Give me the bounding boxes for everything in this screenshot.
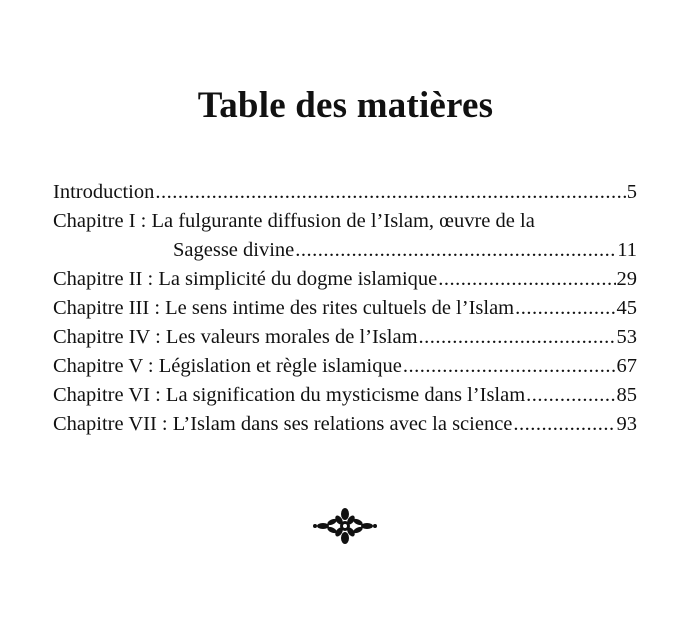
dot-leader [403, 352, 616, 381]
table-of-contents [53, 178, 637, 439]
toc-entry-chapter-4 [53, 323, 637, 352]
dot-leader [295, 236, 616, 265]
toc-entry-chapter-6 [53, 381, 637, 410]
page-title: Table des matières [197, 85, 494, 126]
toc-entry-chapter-3 [53, 294, 637, 323]
toc-entry-title: Chapitre III : Le sens intime des rites cultuels de l’Islam [53, 297, 515, 319]
toc-entry-chapter-5 [53, 352, 637, 381]
dot-leader [515, 294, 615, 323]
toc-entry-page: 85 [616, 384, 637, 406]
toc-entry-title: Chapitre VI : La signification du mysticisme dans l’Islam [53, 384, 526, 406]
toc-entry-chapter-2 [53, 265, 637, 294]
toc-entry-title: Chapitre IV : Les valeurs morales de l’Islam [53, 326, 418, 348]
toc-entry-title: Chapitre V : Législation et règle islamique [53, 355, 402, 377]
toc-entry-title: Sagesse divine [173, 239, 295, 261]
toc-entry-page: 93 [616, 413, 637, 435]
toc-entry-chapter-1 [53, 236, 637, 265]
dot-leader [526, 381, 615, 410]
toc-entry-introduction [53, 178, 637, 207]
toc-entry-title: Chapitre II : La simplicité du dogme islamique [53, 268, 438, 290]
toc-entry-title: Chapitre VII : L’Islam dans ses relations avec la science [53, 413, 513, 435]
floral-ornament-icon [310, 506, 380, 546]
toc-entry-title: Introduction [53, 181, 155, 203]
toc-entry-page: 5 [626, 181, 637, 203]
toc-entry-page: 11 [617, 239, 637, 261]
toc-entry-page: 45 [616, 297, 637, 319]
dot-leader [438, 265, 615, 294]
toc-entry-page: 53 [616, 326, 637, 348]
toc-entry-chapter-1-line1: Chapitre I : La fulgurante diffusion de l’Islam, œuvre de la [53, 210, 535, 232]
dot-leader [419, 323, 616, 352]
dot-leader [155, 178, 625, 207]
toc-entry-page: 67 [616, 355, 637, 377]
dot-leader [513, 410, 615, 439]
toc-entry-page: 29 [616, 268, 637, 290]
toc-entry-chapter-7 [53, 410, 637, 439]
